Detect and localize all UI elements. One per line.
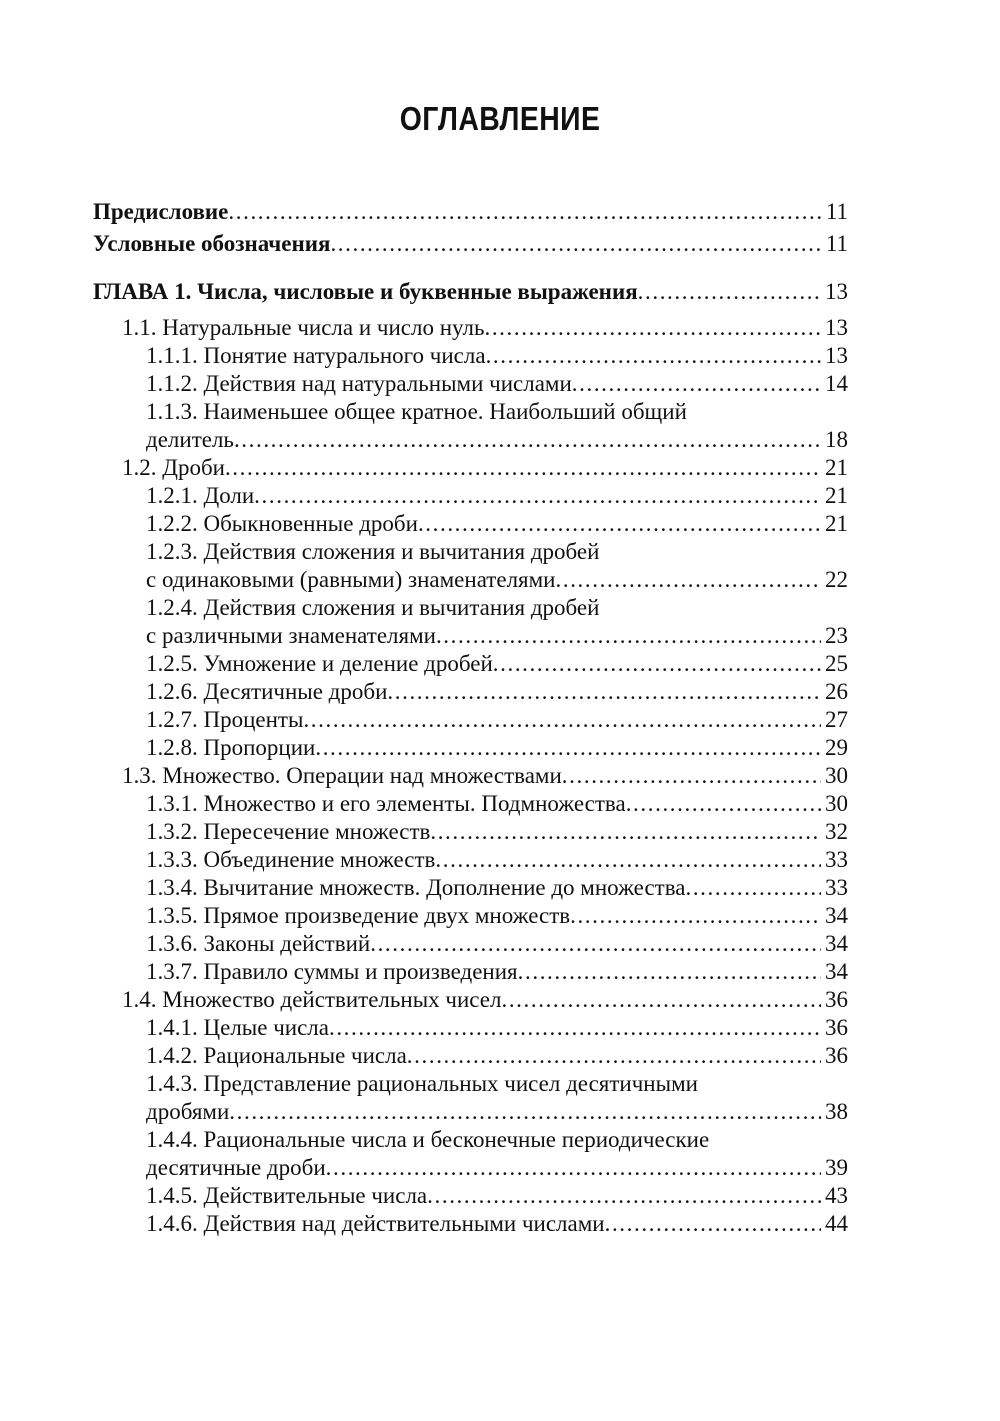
dot-leader xyxy=(430,818,821,846)
toc-entry-section[interactable] xyxy=(93,454,848,482)
toc-entry-page: 27 xyxy=(825,707,848,732)
toc-entry-subsection[interactable] xyxy=(93,370,848,398)
dot-leader xyxy=(225,454,821,482)
toc-entry-preface[interactable] xyxy=(93,198,848,226)
toc-entry-subsection[interactable] xyxy=(93,1182,848,1210)
toc-entry-section[interactable] xyxy=(93,314,848,342)
toc-entry-section[interactable] xyxy=(93,986,848,1014)
toc-entry-label: 1.2.8. Пропорции xyxy=(146,735,316,760)
toc-entry-label-line1: 1.1.3. Наименьшее общее кратное. Наибольший общий xyxy=(146,399,687,424)
dot-leader xyxy=(418,510,821,538)
toc-entry-label: 1.4.1. Целые числа xyxy=(146,1015,329,1040)
toc-entry-page: 38 xyxy=(825,1099,848,1124)
dot-leader xyxy=(315,734,821,762)
toc-entry-subsection[interactable] xyxy=(93,1126,848,1182)
dot-leader xyxy=(435,846,821,874)
toc-entry-subsection[interactable] xyxy=(93,1042,848,1070)
toc-entry-page: 43 xyxy=(825,1183,848,1208)
toc-entry-page: 36 xyxy=(825,1043,848,1068)
toc-entry-chapter-1[interactable] xyxy=(93,278,848,306)
dot-leader xyxy=(234,426,821,454)
toc-entry-subsection[interactable] xyxy=(93,650,848,678)
toc-entry-subsection[interactable] xyxy=(93,538,848,594)
toc-entry-page: 21 xyxy=(825,455,848,480)
toc-entry-label-line1: 1.4.3. Представление рациональных чисел десятичными xyxy=(146,1071,698,1096)
toc-entry-label: Условные обозначения xyxy=(93,231,331,256)
toc-entry-label: 1.2.6. Десятичные дроби xyxy=(146,679,388,704)
toc-entry-page: 39 xyxy=(825,1155,848,1180)
toc-entry-subsection[interactable] xyxy=(93,678,848,706)
toc-entry-page: 21 xyxy=(825,483,848,508)
dot-leader xyxy=(427,1182,821,1210)
toc-entry-label: 1.1. Натуральные числа и число нуль xyxy=(122,315,485,340)
toc-entry-subsection[interactable] xyxy=(93,510,848,538)
toc-entry-page: 11 xyxy=(825,199,848,224)
dot-leader xyxy=(436,622,821,650)
toc-entry-label: 1.3.6. Законы действий xyxy=(146,931,371,956)
toc-entry-label: 1.3.5. Прямое произведение двух множеств xyxy=(146,903,571,928)
dot-leader xyxy=(626,790,821,818)
toc-entry-label: ГЛАВА 1. Числа, числовые и буквенные выражения xyxy=(93,279,638,304)
toc-entry-page: 18 xyxy=(825,427,848,452)
toc-entry-label: 1.2.7. Проценты xyxy=(146,707,304,732)
dot-leader xyxy=(605,1210,821,1238)
toc-entry-subsection[interactable] xyxy=(93,594,848,650)
toc-entry-label: 1.4.5. Действительные числа xyxy=(146,1183,428,1208)
toc-entry-label: с различными знаменателями xyxy=(146,623,436,648)
toc-entry-page: 32 xyxy=(825,819,848,844)
dot-leader xyxy=(387,678,821,706)
toc-entry-page: 34 xyxy=(825,931,848,956)
toc-entry-page: 13 xyxy=(825,315,848,340)
toc-entry-page: 13 xyxy=(825,279,848,304)
dot-leader xyxy=(556,566,822,594)
toc-entry-label: 1.1.1. Понятие натурального числа xyxy=(146,343,486,368)
toc-entry-section[interactable] xyxy=(93,762,848,790)
toc-entry-subsection[interactable] xyxy=(93,846,848,874)
dot-leader xyxy=(518,958,821,986)
toc-entry-label: 1.3.4. Вычитание множеств. Дополнение до множества xyxy=(146,875,686,900)
dot-leader xyxy=(370,930,821,958)
toc-entry-label-line1: 1.4.4. Рациональные числа и бесконечные периодические xyxy=(146,1127,710,1152)
toc-entry-label: дробями xyxy=(146,1099,230,1124)
toc-entry-label: делитель xyxy=(146,427,234,452)
toc-entry-page: 44 xyxy=(825,1211,848,1236)
dot-leader xyxy=(570,902,821,930)
dot-leader xyxy=(562,762,821,790)
dot-leader xyxy=(229,1098,821,1126)
toc-entry-label: 1.4. Множество действительных чисел xyxy=(122,987,502,1012)
toc-entry-label: 1.3.2. Пересечение множеств xyxy=(146,819,431,844)
toc-entry-subsection[interactable] xyxy=(93,1070,848,1126)
toc-entry-page: 34 xyxy=(825,903,848,928)
toc-entry-subsection[interactable] xyxy=(93,1014,848,1042)
toc-entry-subsection[interactable] xyxy=(93,958,848,986)
toc-entry-notation[interactable] xyxy=(93,230,848,258)
dot-leader xyxy=(486,342,821,370)
toc-entry-page: 25 xyxy=(825,651,848,676)
toc-entry-subsection[interactable] xyxy=(93,930,848,958)
dot-leader xyxy=(685,874,821,902)
toc-entry-label: 1.3.3. Объединение множеств xyxy=(146,847,436,872)
toc-entry-label: 1.4.6. Действия над действительными числами xyxy=(146,1211,605,1236)
toc-entry-page: 33 xyxy=(825,875,848,900)
toc-entry-label: 1.2.2. Обыкновенные дроби xyxy=(146,511,418,536)
dot-leader xyxy=(329,1014,821,1042)
toc-entry-label: 1.2.1. Доли xyxy=(146,483,255,508)
table-of-contents xyxy=(93,198,848,1238)
toc-entry-subsection[interactable] xyxy=(93,790,848,818)
toc-entry-label-line1: 1.2.3. Действия сложения и вычитания дробей xyxy=(146,539,600,564)
toc-entry-label-line1: 1.2.4. Действия сложения и вычитания дробей xyxy=(146,595,600,620)
toc-entry-page: 33 xyxy=(825,847,848,872)
dot-leader xyxy=(638,278,821,306)
toc-entry-label: с одинаковыми (равными) знаменателями xyxy=(146,567,556,592)
dot-leader xyxy=(407,1042,821,1070)
toc-entry-page: 11 xyxy=(825,231,848,256)
toc-entry-page: 14 xyxy=(825,371,848,396)
toc-entry-page: 26 xyxy=(825,679,848,704)
toc-entry-page: 30 xyxy=(825,791,848,816)
dot-leader xyxy=(228,198,821,226)
dot-leader xyxy=(326,1154,821,1182)
toc-entry-page: 29 xyxy=(825,735,848,760)
page-title: ОГЛАВЛЕНИЕ xyxy=(399,100,601,137)
dot-leader xyxy=(484,314,821,342)
toc-entry-label: 1.3.7. Правило суммы и произведения xyxy=(146,959,518,984)
toc-entry-page: 23 xyxy=(825,623,848,648)
dot-leader xyxy=(501,986,821,1014)
toc-entry-subsection[interactable] xyxy=(93,1210,848,1238)
toc-entry-page: 36 xyxy=(825,987,848,1012)
dot-leader xyxy=(572,370,821,398)
toc-entry-subsection[interactable] xyxy=(93,706,848,734)
toc-entry-subsection[interactable] xyxy=(93,902,848,930)
toc-entry-label: 1.2. Дроби xyxy=(122,455,225,480)
toc-entry-label: 1.3. Множество. Операции над множествами xyxy=(122,763,562,788)
dot-leader xyxy=(254,482,821,510)
toc-entry-page: 30 xyxy=(825,763,848,788)
toc-entry-page: 13 xyxy=(825,343,848,368)
toc-entry-subsection[interactable] xyxy=(93,398,848,454)
toc-entry-subsection[interactable] xyxy=(93,874,848,902)
toc-entry-label: десятичные дроби xyxy=(146,1155,326,1180)
toc-entry-page: 21 xyxy=(825,511,848,536)
toc-entry-label: 1.3.1. Множество и его элементы. Подмножества xyxy=(146,791,626,816)
toc-entry-page: 36 xyxy=(825,1015,848,1040)
toc-entry-page: 34 xyxy=(825,959,848,984)
toc-entry-subsection[interactable] xyxy=(93,482,848,510)
dot-leader xyxy=(303,706,821,734)
toc-entry-label: 1.2.5. Умножение и деление дробей xyxy=(146,651,493,676)
dot-leader xyxy=(330,230,821,258)
toc-entry-label: 1.4.2. Рациональные числа xyxy=(146,1043,407,1068)
toc-entry-subsection[interactable] xyxy=(93,342,848,370)
dot-leader xyxy=(493,650,821,678)
toc-entry-subsection[interactable] xyxy=(93,734,848,762)
toc-entry-label: 1.1.2. Действия над натуральными числами xyxy=(146,371,572,396)
toc-entry-subsection[interactable] xyxy=(93,818,848,846)
toc-entry-page: 22 xyxy=(825,567,848,592)
toc-entry-label: Предисловие xyxy=(93,199,229,224)
